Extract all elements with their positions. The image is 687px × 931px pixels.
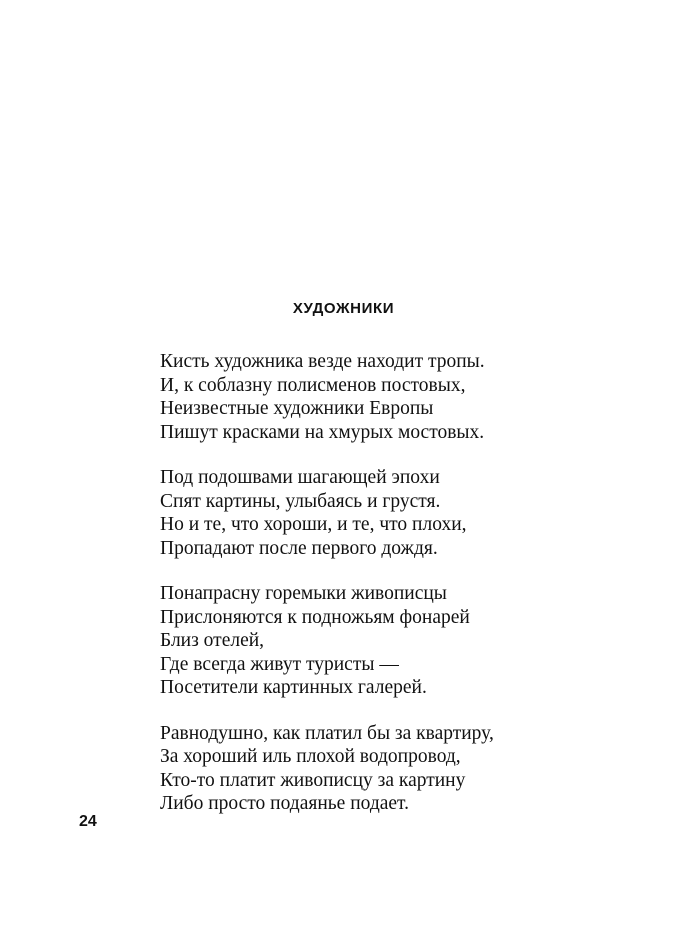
stanza-1: [160, 350, 630, 444]
poem-line: Прислоняются к подножьям фонарей: [160, 606, 470, 628]
poem-line: Где всегда живут туристы —: [160, 653, 399, 675]
stanza-2: [160, 466, 630, 560]
poem-line: Либо просто подаянье подает.: [160, 793, 409, 814]
poem-line: Под подошвами шагающей эпохи: [160, 467, 440, 488]
poem-body: [160, 350, 630, 816]
poem-line: И, к соблазну полисменов постовых,: [160, 374, 466, 396]
poem-line: Близ отелей,: [160, 630, 265, 651]
poem-line: Кто-то платит живописцу за картину: [160, 769, 466, 791]
poem-line: Неизвестные художники Европы: [160, 398, 434, 419]
poem-line: Пропадают после первого дождя.: [160, 537, 438, 559]
poem-line: За хороший иль плохой водопровод,: [160, 746, 461, 767]
poem-line: Посетители картинных галерей.: [160, 677, 427, 698]
poem-line: Кисть художника везде находит тропы.: [160, 351, 485, 372]
poem-line: Понапрасну горемыки живописцы: [160, 583, 447, 604]
poem-line: Равнодушно, как платил бы за квартиру,: [160, 722, 494, 744]
poem-line: Пишут красками на хмурых мостовых.: [160, 421, 485, 443]
poem-title: ХУДОЖНИКИ: [292, 300, 395, 317]
poem-line: Но и те, что хороши, и те, что плохи,: [160, 514, 467, 535]
poem-line: Спят картины, улыбаясь и грустя.: [160, 490, 441, 512]
stanza-4: [160, 722, 630, 816]
page-number: 24: [79, 813, 97, 830]
stanza-3: [160, 582, 630, 700]
